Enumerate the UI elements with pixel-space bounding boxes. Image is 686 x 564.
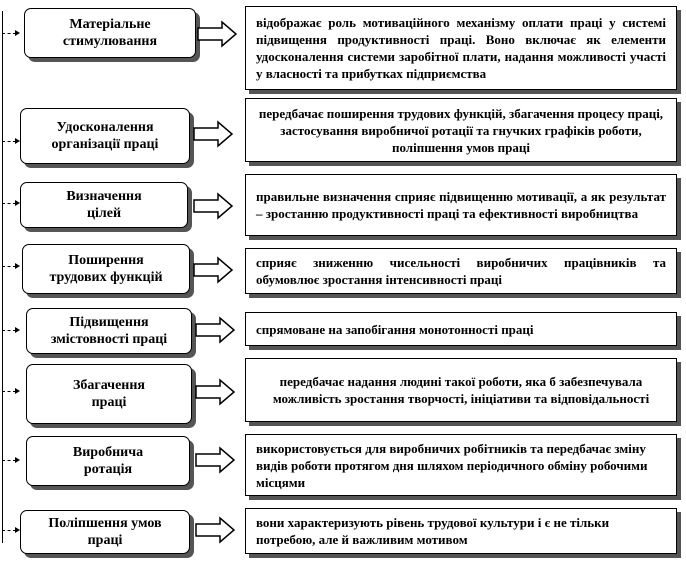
description-text: використовується для виробничих робітників та передбачає зміну видів роботи протягом дня шляхом періодичного обміну робочими місцями (256, 440, 648, 490)
factor-box-6 (26, 364, 192, 424)
factor-box-8 (20, 510, 190, 554)
block-arrow-icon (192, 256, 234, 284)
factor-label: Визначення цілей (66, 189, 142, 221)
connector-arrow-4 (2, 266, 16, 267)
description-box-4 (245, 248, 677, 294)
factor-label: Підвищення змістовності праці (50, 315, 168, 347)
description-box-5 (245, 312, 677, 346)
connector-spine (2, 11, 3, 543)
description-box-1 (245, 6, 677, 90)
description-box-6 (245, 358, 677, 422)
block-arrow-icon (194, 316, 236, 344)
description-text: передбачає надання людині такої роботи, яка б забезпечувала можливість зростання творчості, ініціативи та відповідальності (272, 374, 650, 406)
connector-arrow-1 (2, 33, 16, 34)
factor-label: Удосконалення організації праці (51, 120, 159, 152)
description-text: вони характеризують рівень трудової культури і є не тільки потребою, але й важливим мотивом (256, 515, 610, 547)
description-text: спрямоване на запобігання монотонності праці (256, 321, 534, 337)
factor-box-4 (22, 244, 190, 294)
factor-box-3 (20, 182, 188, 228)
factor-box-7 (26, 436, 190, 486)
description-box-3 (245, 174, 677, 236)
description-box-8 (245, 508, 677, 554)
description-box-7 (245, 434, 677, 496)
description-text: правильне визначення сприяє підвищенню мотивації, а як результат – зростанню продуктивності праці та ефективності виробництва (256, 189, 666, 221)
block-arrow-icon (194, 516, 236, 544)
description-text: сприяє зниженню чисельності виробничих працівників та обумовлює зростання інтенсивності праці (256, 255, 666, 287)
factor-label: Поліпшення умов праці (48, 516, 162, 548)
factor-label: Поширення трудових функцій (49, 253, 163, 285)
connector-arrow-2 (2, 141, 16, 142)
description-text: відображає роль мотиваційного механізму оплати праці у системі підвищення продуктивності праці. Воно включає як елементи удосконалення системи заробітної плати, надання можливості участі у власності та прибутках підприємства (256, 15, 666, 81)
connector-arrow-3 (2, 203, 16, 204)
factor-label: Матеріальне стимулювання (62, 17, 158, 49)
block-arrow-icon (196, 20, 238, 48)
block-arrow-icon (192, 192, 234, 220)
description-box-2 (245, 98, 677, 162)
connector-arrow-6 (2, 391, 16, 392)
factor-label: Збагачення праці (72, 378, 145, 410)
block-arrow-icon (192, 120, 234, 148)
block-arrow-icon (194, 378, 236, 406)
factor-box-5 (26, 308, 192, 354)
factor-box-1 (24, 8, 196, 58)
block-arrow-icon (194, 446, 236, 474)
factor-box-2 (20, 108, 190, 164)
connector-arrow-8 (2, 530, 16, 531)
description-text: передбачає поширення трудових функцій, збагачення процесу праці, застосування виробничої ротації та гнучких графіків роботи, поліпшення умов праці (258, 105, 664, 155)
connector-arrow-5 (2, 330, 16, 331)
factor-label: Виробнича ротація (72, 445, 144, 477)
connector-arrow-7 (2, 460, 16, 461)
